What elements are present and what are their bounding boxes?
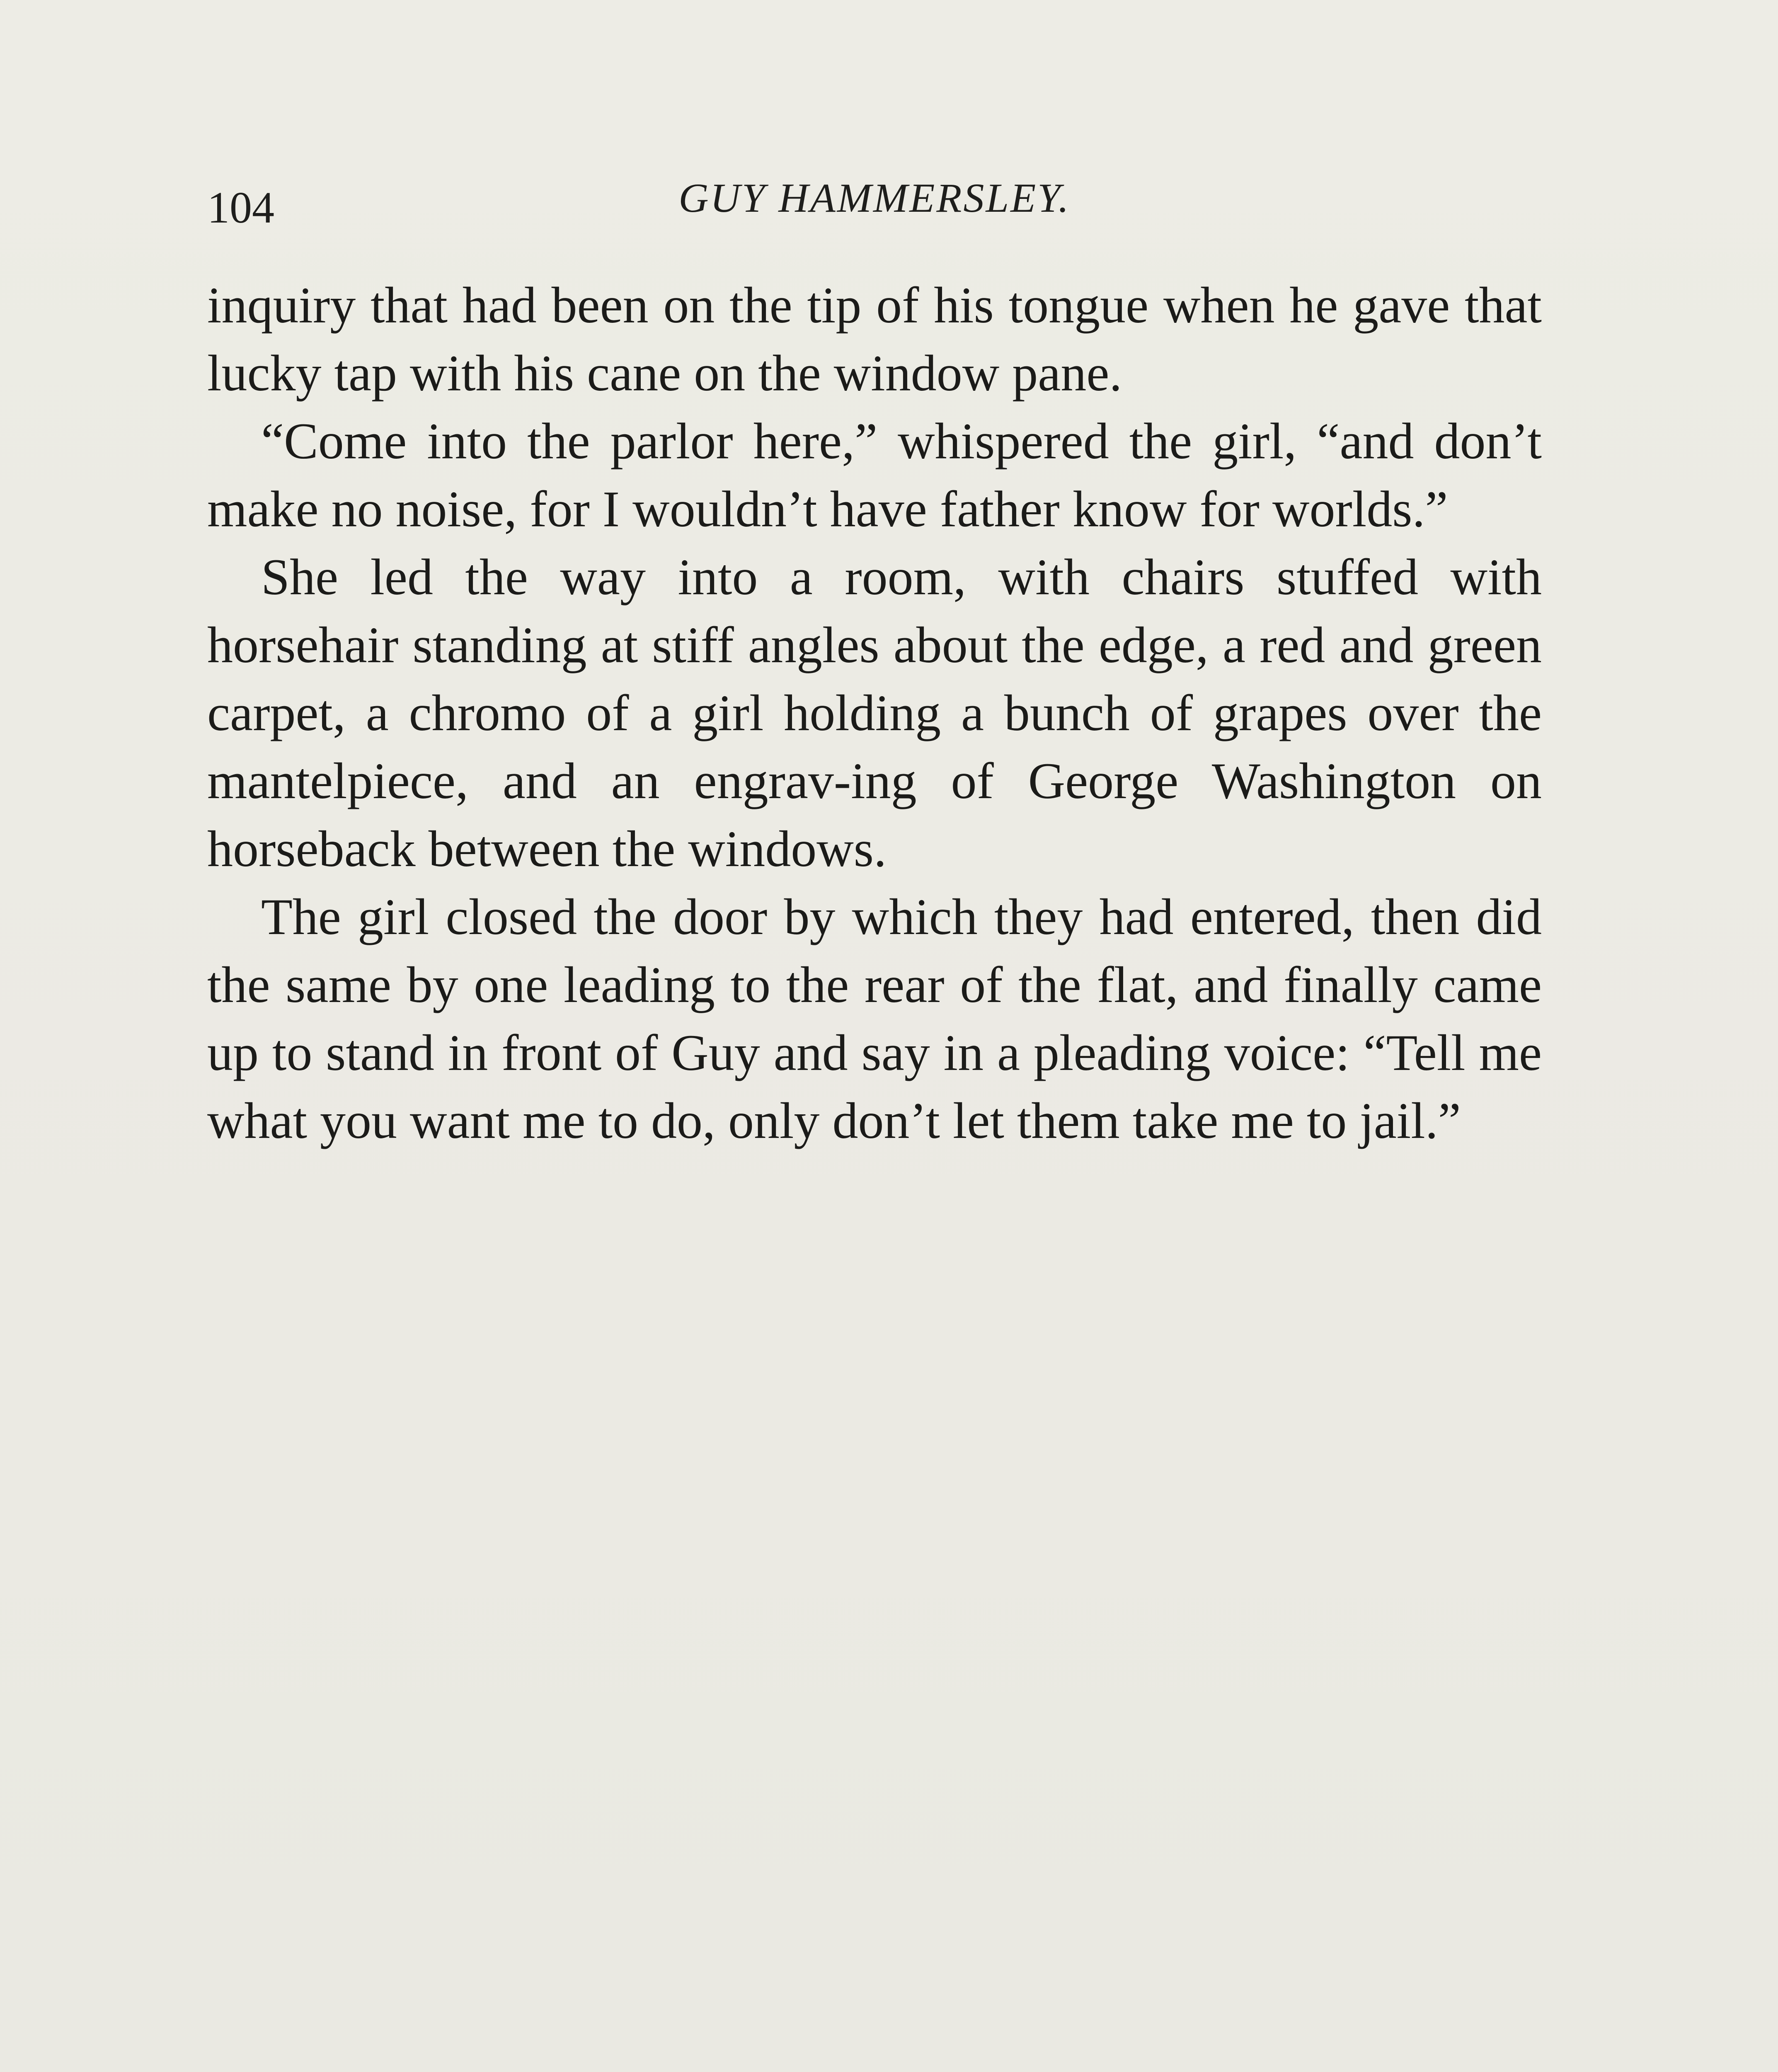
page-number: 104 bbox=[207, 183, 274, 232]
paragraph: She led the way into a room, with chairs stuffed with horsehair standing at stiff angles about the edge, a red and green carpet, a chromo of a girl holding a bunch of grapes over the mantelpiece, and an engrav-ing of George Washington on horseback between the windows. bbox=[207, 549, 1542, 877]
page-header bbox=[207, 166, 1542, 232]
paragraph: “Come into the parlor here,” whispered the girl, “and don’t make no noise, for I wouldn’t have father know for worlds.” bbox=[207, 413, 1542, 537]
paragraph-continued: inquiry that had been on the tip of his tongue when he gave that lucky tap with his cane on the window pane. bbox=[207, 277, 1542, 402]
body-text bbox=[207, 271, 1542, 1155]
running-head: GUY HAMMERSLEY. bbox=[678, 175, 1071, 221]
paragraph: The girl closed the door by which they had entered, then did the same by one leading to the rear of the flat, and finally came up to stand in front of Guy and say in a pleading voice: “Tell me what you want me to do, only don’t let them take me to jail.” bbox=[207, 888, 1542, 1149]
